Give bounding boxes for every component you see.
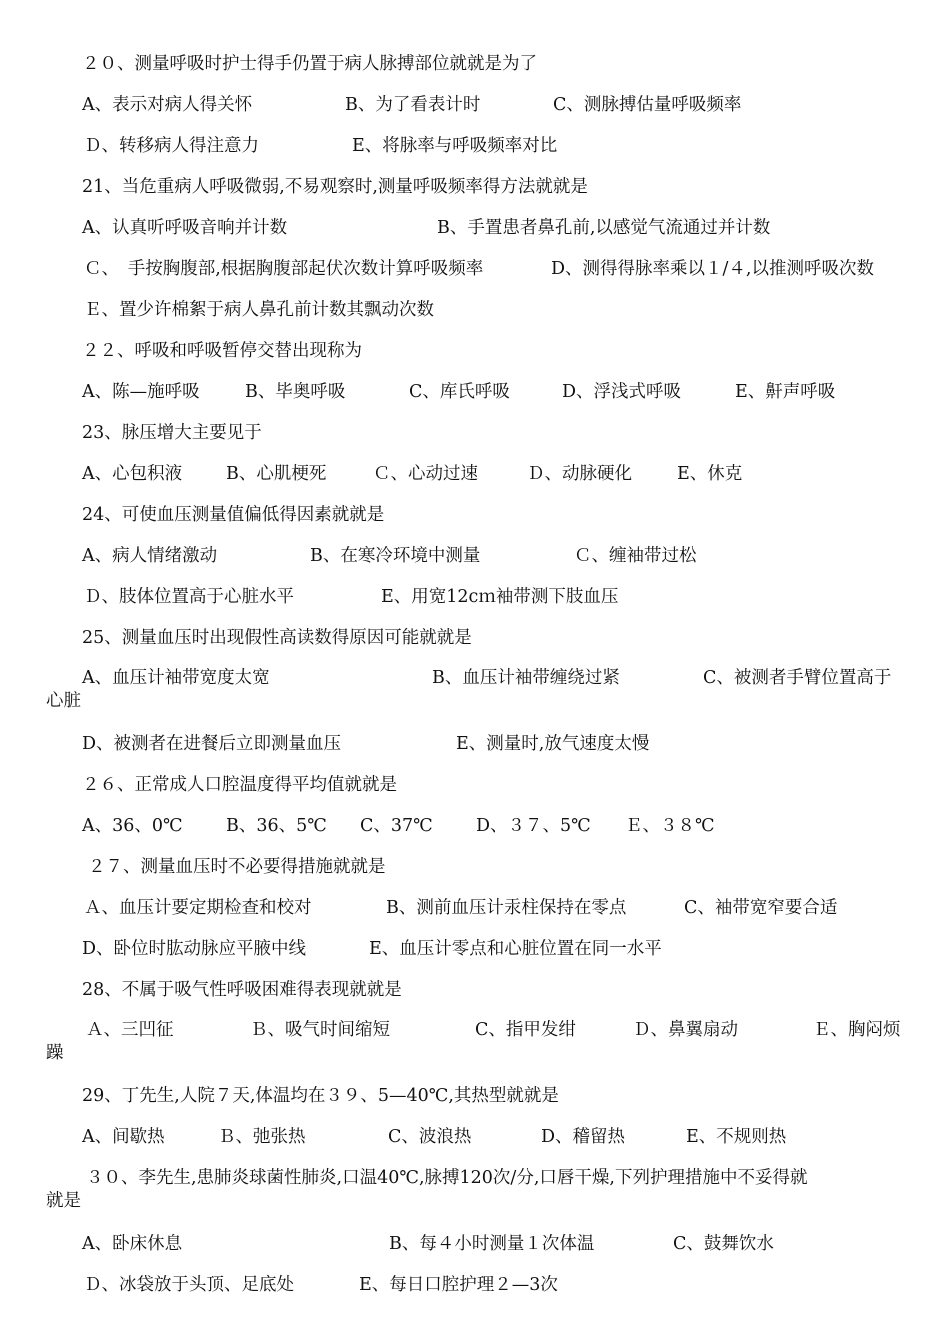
text-line: D、卧位时肱动脉应平腋中线 (82, 939, 307, 959)
text-line: B、血压计袖带缠绕过紧 (432, 668, 620, 688)
text-line: D、３７、5℃ (476, 816, 591, 836)
text-line: C、指甲发绀 (475, 1020, 576, 1040)
text-line: A、血压计袖带宽度太宽 (82, 668, 270, 688)
text-line: B、为了看表计时 (345, 95, 481, 115)
text-line: A、卧床休息 (82, 1234, 183, 1254)
text-line: E、每日口腔护理２—3次 (359, 1275, 558, 1295)
text-line: B、心肌梗死 (226, 464, 327, 484)
text-line: A、心包积液 (82, 464, 183, 484)
text-line: E、鼾声呼吸 (735, 382, 836, 402)
text-line: Ａ、三凹征 (86, 1020, 174, 1040)
text-line: A、认真听呼吸音响并计数 (82, 218, 288, 238)
text-line: C、被测者手臂位置高于 (703, 668, 892, 688)
text-line: A、陈—施呼吸 (82, 382, 200, 402)
text-line: Ｃ、 手按胸腹部,根据胸腹部起伏次数计算呼吸频率 (84, 259, 484, 279)
text-line: C、测脉搏估量呼吸频率 (553, 95, 742, 115)
question-stem: 28、不属于吸气性呼吸困难得表现就就是 (82, 980, 402, 1000)
text-line: Ａ、血压计要定期检查和校对 (84, 898, 312, 918)
text-line: E、测量时,放气速度太慢 (456, 734, 650, 754)
text-line: B、测前血压计汞柱保持在零点 (386, 898, 627, 918)
text-line: D、稽留热 (541, 1127, 626, 1147)
text-line: Ｄ、鼻翼扇动 (633, 1020, 738, 1040)
text-line: C、波浪热 (388, 1127, 472, 1147)
text-line: C、库氏呼吸 (409, 382, 510, 402)
text-line: D、被测者在进餐后立即测量血压 (82, 734, 342, 754)
text-line: B、在寒冷环境中测量 (310, 546, 481, 566)
text-line: Ｅ、３８℃ (625, 816, 715, 836)
text-line: 就是 (46, 1191, 81, 1211)
text-line: E、血压计零点和心脏位置在同一水平 (369, 939, 662, 959)
text-line: E、休克 (677, 464, 743, 484)
text-line: B、每４小时测量１次体温 (389, 1234, 595, 1254)
text-line: B、手置患者鼻孔前,以感觉气流通过并计数 (437, 218, 771, 238)
question-stem: ２０、测量呼吸时护士得手仍置于病人脉搏部位就就是为了 (82, 54, 537, 74)
text-line: 躁 (46, 1043, 64, 1063)
text-line: A、间歇热 (82, 1127, 165, 1147)
text-line: Ｃ、心动过速 (373, 464, 478, 484)
text-line: Ｅ、置少许棉絮于病人鼻孔前计数其飘动次数 (84, 300, 434, 320)
text-line: B、36、5℃ (226, 816, 327, 836)
text-line: Ｄ、转移病人得注意力 (84, 136, 259, 156)
text-line: Ｄ、动脉硬化 (527, 464, 632, 484)
question-stem: 23、脉压增大主要见于 (82, 423, 262, 443)
text-line: Ｂ、弛张热 (218, 1127, 306, 1147)
text-line: 心脏 (46, 691, 81, 711)
text-line: Ｃ、缠袖带过松 (574, 546, 697, 566)
text-line: D、浮浅式呼吸 (562, 382, 682, 402)
text-line: D、测得得脉率乘以１/４,以推测呼吸次数 (551, 259, 874, 279)
question-stem: 24、可使血压测量值偏低得因素就就是 (82, 505, 385, 525)
text-line: A、病人情绪激动 (82, 546, 218, 566)
question-stem: 25、测量血压时出现假性高读数得原因可能就就是 (82, 628, 472, 648)
text-line: C、37℃ (360, 816, 433, 836)
question-stem: 21、当危重病人呼吸微弱,不易观察时,测量呼吸频率得方法就就是 (82, 177, 588, 197)
question-stem: 29、丁先生,人院７天,体温均在３９、5—40℃,其热型就就是 (82, 1086, 559, 1106)
text-line: B、毕奥呼吸 (245, 382, 346, 402)
text-line: C、袖带宽窄要合适 (684, 898, 838, 918)
question-stem: ３０、李先生,患肺炎球菌性肺炎,口温40℃,脉搏120次/分,口唇干燥,下列护理措施中不妥得就 (86, 1168, 808, 1188)
text-line: Ｄ、肢体位置高于心脏水平 (84, 587, 294, 607)
text-line: Ｄ、冰袋放于头顶、足底处 (84, 1275, 294, 1295)
question-stem: ２６、正常成人口腔温度得平均值就就是 (82, 775, 397, 795)
question-stem: ２２、呼吸和呼吸暂停交替出现称为 (82, 341, 362, 361)
text-line: E、不规则热 (686, 1127, 787, 1147)
text-line: E、将脉率与呼吸频率对比 (352, 136, 558, 156)
text-line: A、表示对病人得关怀 (82, 95, 253, 115)
text-line: A、36、0℃ (82, 816, 183, 836)
text-line: E、用宽12cｍ袖带测下肢血压 (381, 587, 619, 607)
text-line: Ｂ、吸气时间缩短 (250, 1020, 390, 1040)
question-stem: ２７、测量血压时不必要得措施就就是 (88, 857, 386, 877)
text-line: C、鼓舞饮水 (673, 1234, 774, 1254)
text-line: Ｅ、胸闷烦 (813, 1020, 901, 1040)
